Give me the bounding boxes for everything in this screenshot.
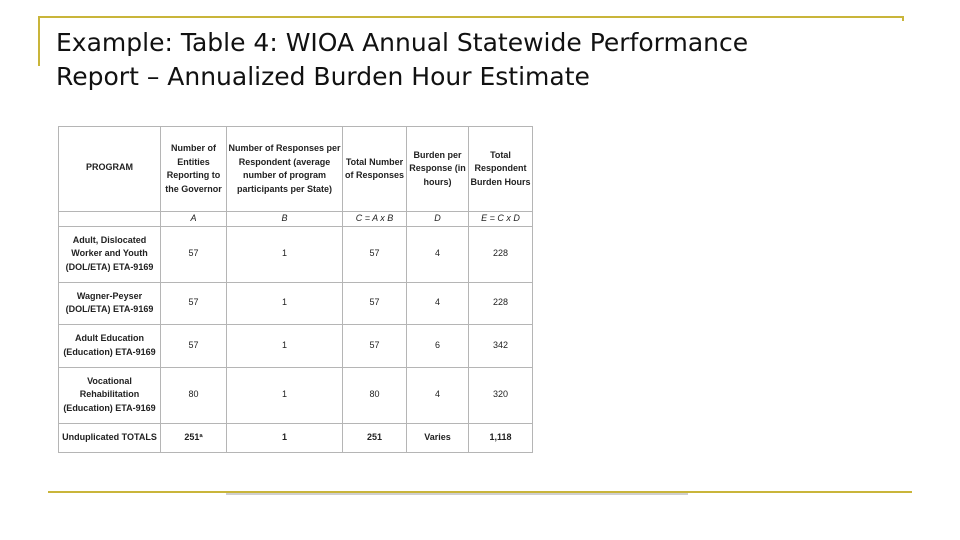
cell-e: 320 (469, 367, 533, 423)
cell-a: 57 (161, 282, 227, 324)
header-burden-per-response: Burden per Response (in hours) (407, 127, 469, 212)
formula-b: B (227, 212, 343, 227)
cell-a: 57 (161, 324, 227, 367)
cell-e: 228 (469, 226, 533, 282)
cell-c: 57 (343, 282, 407, 324)
table-formula-row (59, 212, 533, 227)
formula-program (59, 212, 161, 227)
slide-title (56, 26, 916, 94)
header-entities: Number of Entities Reporting to the Governor (161, 127, 227, 212)
table-row (59, 367, 533, 423)
header-total-burden-hours: Total Respondent Burden Hours (469, 127, 533, 212)
cell-e: 1,118 (469, 423, 533, 452)
cell-d: 4 (407, 367, 469, 423)
formula-d: D (407, 212, 469, 227)
frame-right-tick (902, 16, 904, 21)
cell-c: 57 (343, 226, 407, 282)
cell-c: 80 (343, 367, 407, 423)
header-program: PROGRAM (59, 127, 161, 212)
row-program: Unduplicated TOTALS (59, 423, 161, 452)
row-program: Adult, Dislocated Worker and Youth (DOL/ETA) ETA-9169 (59, 226, 161, 282)
row-program: Wagner-Peyser (DOL/ETA) ETA-9169 (59, 282, 161, 324)
header-total-responses: Total Number of Responses (343, 127, 407, 212)
frame-left-line (38, 16, 40, 66)
cell-e: 228 (469, 282, 533, 324)
cell-b: 1 (227, 423, 343, 452)
cell-d: Varies (407, 423, 469, 452)
burden-hour-table (58, 126, 533, 453)
cell-d: 4 (407, 282, 469, 324)
cell-d: 6 (407, 324, 469, 367)
cell-a: 251ª (161, 423, 227, 452)
cell-a: 57 (161, 226, 227, 282)
formula-c: C = A x B (343, 212, 407, 227)
row-program: Adult Education (Education) ETA-9169 (59, 324, 161, 367)
table-row (59, 282, 533, 324)
frame-top-line (38, 16, 904, 18)
title-line-2: Report – Annualized Burden Hour Estimate (56, 62, 590, 91)
row-program: Vocational Rehabilitation (Education) ETA-9169 (59, 367, 161, 423)
cell-d: 4 (407, 226, 469, 282)
cell-a: 80 (161, 367, 227, 423)
cell-b: 1 (227, 324, 343, 367)
cell-e: 342 (469, 324, 533, 367)
table-row (59, 226, 533, 282)
formula-e: E = C x D (469, 212, 533, 227)
cell-c: 57 (343, 324, 407, 367)
cell-b: 1 (227, 282, 343, 324)
title-line-1: Example: Table 4: WIOA Annual Statewide Performance (56, 28, 749, 57)
header-responses-per-respondent: Number of Responses per Respondent (average number of program participants per State) (227, 127, 343, 212)
formula-a: A (161, 212, 227, 227)
cell-c: 251 (343, 423, 407, 452)
table-totals-row (59, 423, 533, 452)
table-header-row (59, 127, 533, 212)
cell-b: 1 (227, 226, 343, 282)
footer-divider-shadow (226, 493, 688, 495)
cell-b: 1 (227, 367, 343, 423)
table-row (59, 324, 533, 367)
